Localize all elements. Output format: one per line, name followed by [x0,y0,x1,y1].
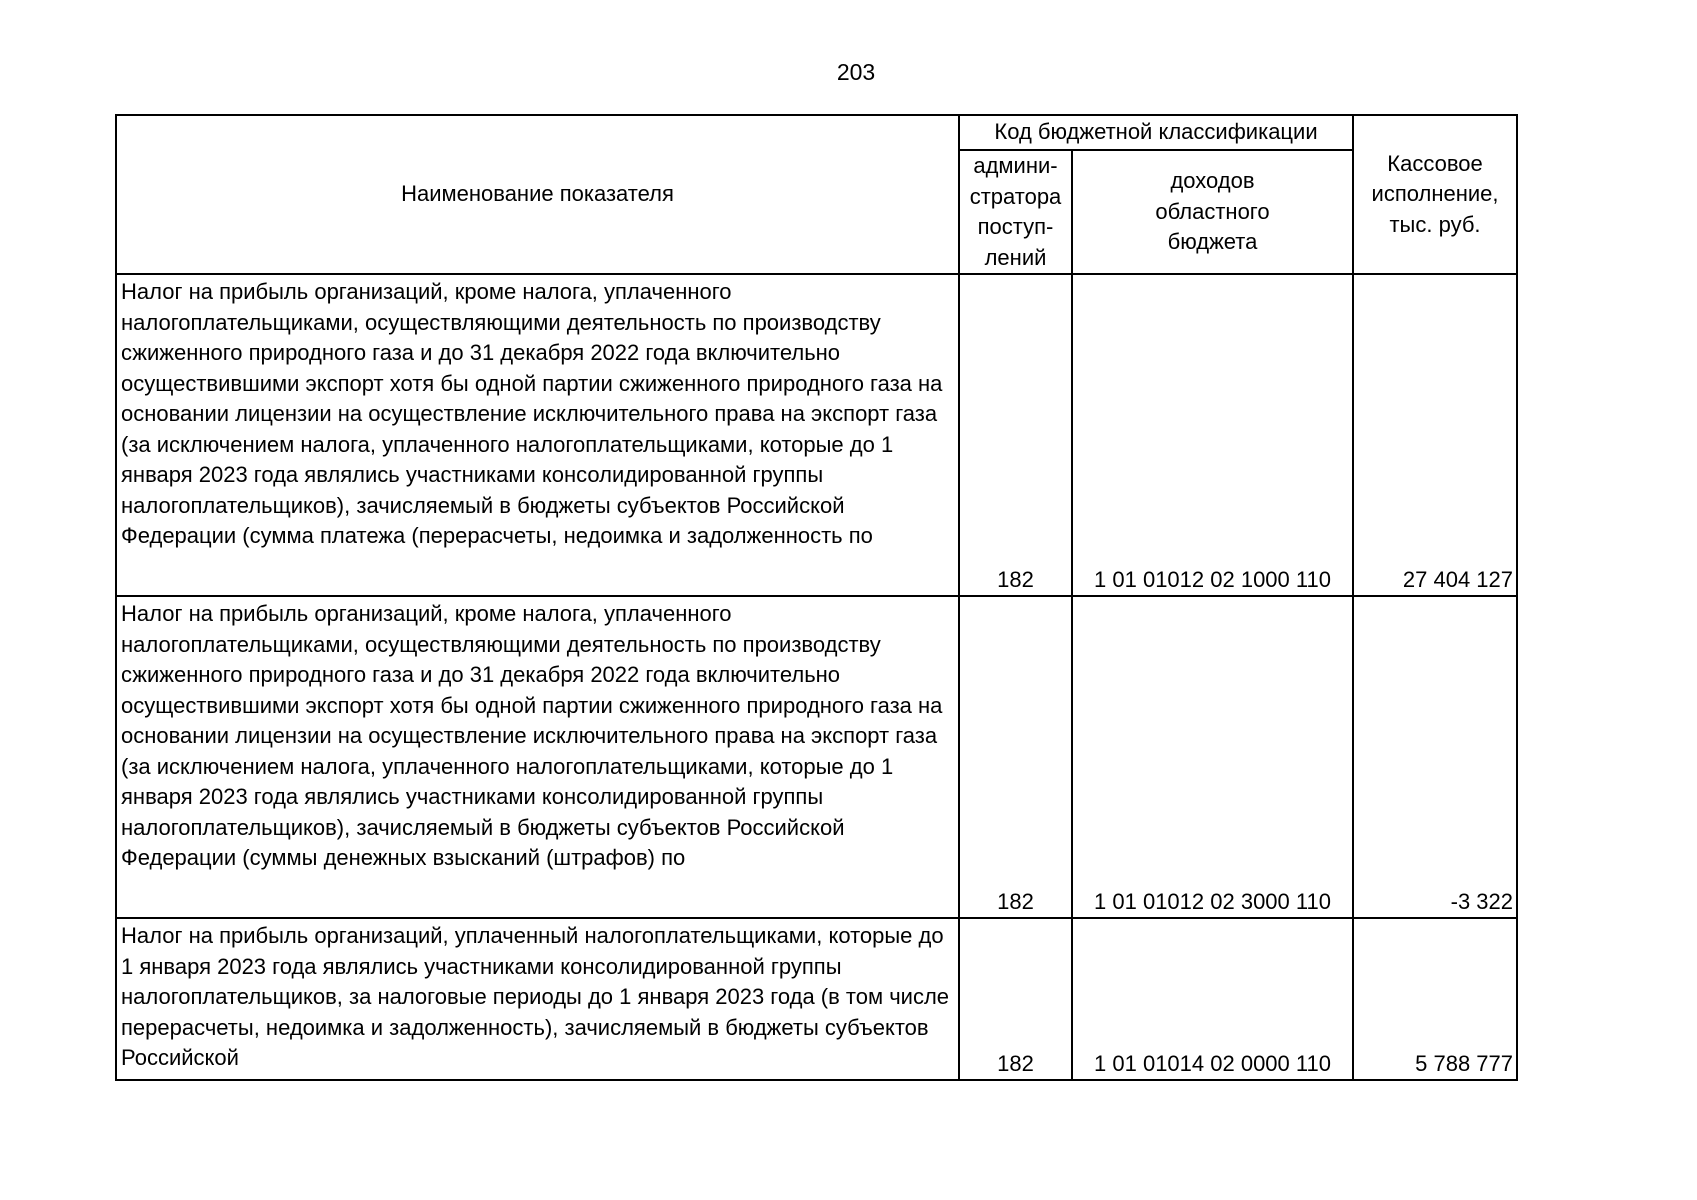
row-amount: 27 404 127 [1353,274,1517,596]
budget-table [115,114,1518,1081]
header-admin [959,150,1072,274]
row-amount: -3 322 [1353,596,1517,918]
header-income-text: доходов областного бюджета [1155,168,1270,255]
row-code: 1 01 01012 02 1000 110 [1072,274,1353,596]
row-name: Налог на прибыль организаций, кроме налога, уплаченного налогоплательщиками, осуществляющими деятельность по производству сжиженного природного газа и до 31 декабря 2022 года включительно осуществившими экспорт хотя бы одной партии сжиженного природного газа на основании лицензии на осуществление исключительного права на экспорт газа (за исключением налога, уплаченного налогоплательщиками, которые до 1 января 2023 года являлись участниками консолидированной группы налогоплательщиков), зачисляемый в бюджеты субъектов Российской Федерации (суммы денежных взысканий (штрафов) по [121,601,943,870]
row-code: 1 01 01014 02 0000 110 [1072,918,1353,1080]
row-name-cell [116,918,959,1080]
table-row [116,596,1517,918]
page-number: 203 [836,59,876,85]
header-admin-text: админи- стратора поступ- лений [969,153,1062,270]
header-name: Наименование показателя [116,115,959,274]
row-admin: 182 [959,918,1072,1080]
row-name: Налог на прибыль организаций, кроме налога, уплаченного налогоплательщиками, осуществляющими деятельность по производству сжиженного природного газа и до 31 декабря 2022 года включительно осуществившими экспорт хотя бы одной партии сжиженного природного газа на основании лицензии на осуществление исключительного права на экспорт газа (за исключением налога, уплаченного налогоплательщиками, которые до 1 января 2023 года являлись участниками консолидированной группы налогоплательщиков), зачисляемый в бюджеты субъектов Российской Федерации (сумма платежа (перерасчеты, недоимка и задолженность по [121,279,943,548]
header-classification-group: Код бюджетной классификации [959,115,1353,150]
table-row [116,274,1517,596]
row-name-cell [116,596,959,918]
row-admin: 182 [959,596,1072,918]
header-amount-text: Кассовое исполнение, тыс. руб. [1371,150,1499,237]
row-name: Налог на прибыль организаций, уплаченный налогоплательщиками, которые до 1 января 2023 года являлись участниками консолидированной группы налогоплательщиков, за налоговые периоды до 1 января 2023 года (в том числе перерасчеты, недоимка и задолженность), зачисляемый в бюджеты субъектов Российской [121,923,950,1070]
row-admin: 182 [959,274,1072,596]
row-name-cell [116,274,959,596]
header-amount [1353,115,1517,274]
row-code: 1 01 01012 02 3000 110 [1072,596,1353,918]
header-row-top [116,115,1517,150]
header-income [1072,150,1353,274]
table-row [116,918,1517,1080]
row-amount: 5 788 777 [1353,918,1517,1080]
